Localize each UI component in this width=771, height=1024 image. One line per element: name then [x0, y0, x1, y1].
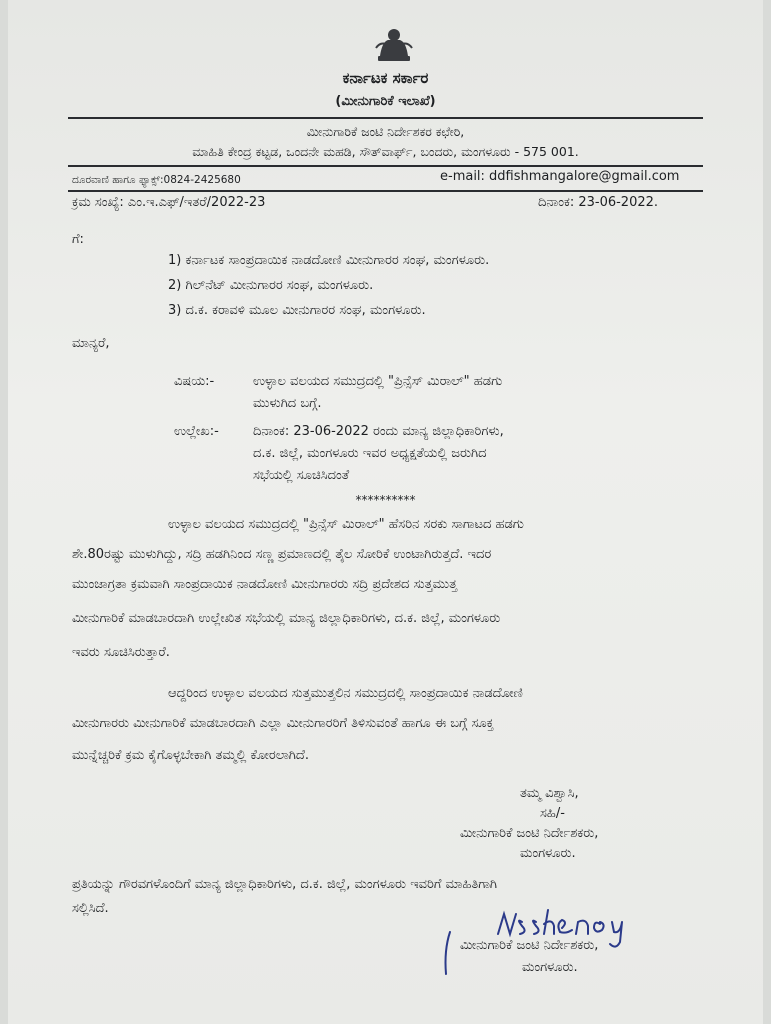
office-address-line2: ಮಾಹಿತಿ ಕೇಂದ್ರ ಕಟ್ಟಡ, ಒಂದನೇ ಮಹಡಿ, ಸೌತ್‌ವಾರ್ಫ್, ಬಂದರು, ಮಂಗಳೂರು - 575 001.	[192, 144, 579, 159]
separator-stars: **********	[355, 493, 416, 507]
closing-place: ಮಂಗಳೂರು.	[520, 846, 576, 861]
subject-line-1: ಉಳ್ಳಾಲ ವಲಯದ ಸಮುದ್ರದಲ್ಲಿ "ಪ್ರಿನ್ಸೆಸ್ ಮಿರಾಲ್" ಹಡಗು	[253, 374, 503, 389]
reference-label: ಉಲ್ಲೇಖ:-	[174, 424, 219, 439]
subject-line-2: ಮುಳುಗಿದ ಬಗ್ಗೆ.	[253, 396, 322, 411]
email-address: e-mail: ddfishmangalore@gmail.com	[440, 169, 680, 184]
attested-designation: ಮೀನುಗಾರಿಕೆ ಜಂಟಿ ನಿರ್ದೇಶಕರು,	[460, 938, 599, 953]
reference-line-3: ಸಭೆಯಲ್ಲಿ ಸೂಚಿಸಿದಂತೆ	[253, 468, 350, 483]
salutation: ಮಾನ್ಯರೆ,	[72, 336, 110, 351]
office-address-line1: ಮೀನುಗಾರಿಕೆ ಜಂಟಿ ನಿರ್ದೇಶಕರ ಕಛೇರಿ,	[306, 124, 465, 139]
para1-line-5: ಇವರು ಸೂಚಿಸಿರುತ್ತಾರೆ.	[72, 645, 170, 660]
para1-line-4: ಮೀನುಗಾರಿಕೆ ಮಾಡಬಾರದಾಗಿ ಉಲ್ಲೇಖಿತ ಸಭೆಯಲ್ಲಿ ಮಾನ್ಯ ಜಿಲ್ಲಾಧಿಕಾರಿಗಳು, ದ.ಕ. ಜಿಲ್ಲೆ, ಮಂಗಳೂರು	[72, 611, 501, 626]
phone-fax: ದೂರವಾಣಿ ಹಾಗೂ ಫ್ಯಾಕ್ಸ್:0824-2425680	[72, 174, 241, 186]
subject-label: ವಿಷಯ:-	[174, 374, 215, 389]
reference-number: ಕ್ರಮ ಸಂಖ್ಯೆ: ಎಂ.ಇ.ಎಫ್/ಇತರೆ/2022-23	[72, 195, 266, 210]
to-label: ಗೆ:	[72, 232, 84, 247]
para1-line-2: ಶೇ.80ರಷ್ಟು ಮುಳುಗಿದ್ದು, ಸದ್ರಿ ಹಡಗಿನಿಂದ ಸಣ್ಣ ಪ್ರಮಾಣದಲ್ಲಿ ತೈಲ ಸೋರಿಕೆ ಉಂಟಾಗಿರುತ್ತದೆ. ಇದರ	[72, 547, 492, 562]
header-rule-middle	[68, 165, 703, 167]
signature-mark	[440, 930, 454, 976]
recipient-2: 2) ಗಿಲ್‌ನೆಟ್ ಮೀನುಗಾರರ ಸಂಘ, ಮಂಗಳೂರು.	[168, 278, 374, 293]
para1-line-3: ಮುಂಜಾಗ್ರತಾ ಕ್ರಮವಾಗಿ ಸಾಂಪ್ರದಾಯಿಕ ನಾಡದೋಣಿ ಮೀನುಗಾರರು ಸದ್ರಿ ಪ್ರದೇಶದ ಸುತ್ತಮುತ್ತ	[72, 577, 458, 592]
para2-line-1: ಆದ್ದರಿಂದ ಉಳ್ಳಾಲ ವಲಯದ ಸುತ್ತಮುತ್ತಲಿನ ಸಮುದ್ರದಲ್ಲಿ ಸಾಂಪ್ರದಾಯಿಕ ನಾಡದೋಣಿ	[168, 686, 523, 701]
state-emblem-icon	[374, 26, 414, 64]
reference-line-2: ದ.ಕ. ಜಿಲ್ಲೆ, ಮಂಗಳೂರು ಇವರ ಅಧ್ಯಕ್ಷತೆಯಲ್ಲಿ ಜರುಗಿದ	[253, 446, 487, 461]
closing-designation: ಮೀನುಗಾರಿಕೆ ಜಂಟಿ ನಿರ್ದೇಶಕರು,	[460, 826, 599, 841]
department-name: (ಮೀನುಗಾರಿಕೆ ಇಲಾಖೆ)	[335, 94, 436, 109]
closing-signed: ಸಹಿ/-	[540, 806, 565, 821]
closing-yours: ತಮ್ಮ ವಿಶ್ವಾಸಿ,	[520, 786, 579, 801]
attested-place: ಮಂಗಳೂರು.	[522, 960, 578, 975]
government-title: ಕರ್ನಾಟಕ ಸರ್ಕಾರ	[342, 69, 429, 87]
header-rule-bottom	[68, 190, 703, 192]
letter-date: ದಿನಾಂಕ: 23-06-2022.	[538, 195, 659, 210]
para2-line-3: ಮುನ್ನೆಚ್ಚರಿಕೆ ಕ್ರಮ ಕೈಗೊಳ್ಳಬೇಕಾಗಿ ತಮ್ಮಲ್ಲಿ ಕೋರಲಾಗಿದೆ.	[72, 748, 309, 763]
para1-line-1: ಉಳ್ಳಾಲ ವಲಯದ ಸಮುದ್ರದಲ್ಲಿ "ಪ್ರಿನ್ಸೆಸ್ ಮಿರಾಲ್" ಹೆಸರಿನ ಸರಕು ಸಾಗಾಟದ ಹಡಗು	[168, 517, 524, 532]
copy-to-line-1: ಪ್ರತಿಯನ್ನು ಗೌರವಗಳೊಂದಿಗೆ ಮಾನ್ಯ ಜಿಲ್ಲಾಧಿಕಾರಿಗಳು, ದ.ಕ. ಜಿಲ್ಲೆ, ಮಂಗಳೂರು ಇವರಿಗೆ ಮಾಹಿತಿಗಾಗಿ	[72, 877, 498, 892]
recipient-1: 1) ಕರ್ನಾಟಕ ಸಾಂಪ್ರದಾಯಿಕ ನಾಡದೋಣಿ ಮೀನುಗಾರರ ಸಂಘ, ಮಂಗಳೂರು.	[168, 253, 490, 268]
reference-line-1: ದಿನಾಂಕ: 23-06-2022 ರಂದು ಮಾನ್ಯ ಜಿಲ್ಲಾಧಿಕಾರಿಗಳು,	[253, 424, 504, 439]
header-rule-top	[68, 117, 703, 119]
copy-to-line-2: ಸಲ್ಲಿಸಿದೆ.	[72, 901, 109, 916]
recipient-3: 3) ದ.ಕ. ಕರಾವಳಿ ಮೂಲ ಮೀನುಗಾರರ ಸಂಘ, ಮಂಗಳೂರು.	[168, 303, 426, 318]
letter-page	[8, 0, 763, 1024]
para2-line-2: ಮೀನುಗಾರರು ಮೀನುಗಾರಿಕೆ ಮಾಡಬಾರದಾಗಿ ಎಲ್ಲಾ ಮೀನುಗಾರರಿಗೆ ತಿಳಿಸುವಂತೆ ಹಾಗೂ ಈ ಬಗ್ಗೆ ಸೂಕ್ತ	[72, 716, 494, 731]
